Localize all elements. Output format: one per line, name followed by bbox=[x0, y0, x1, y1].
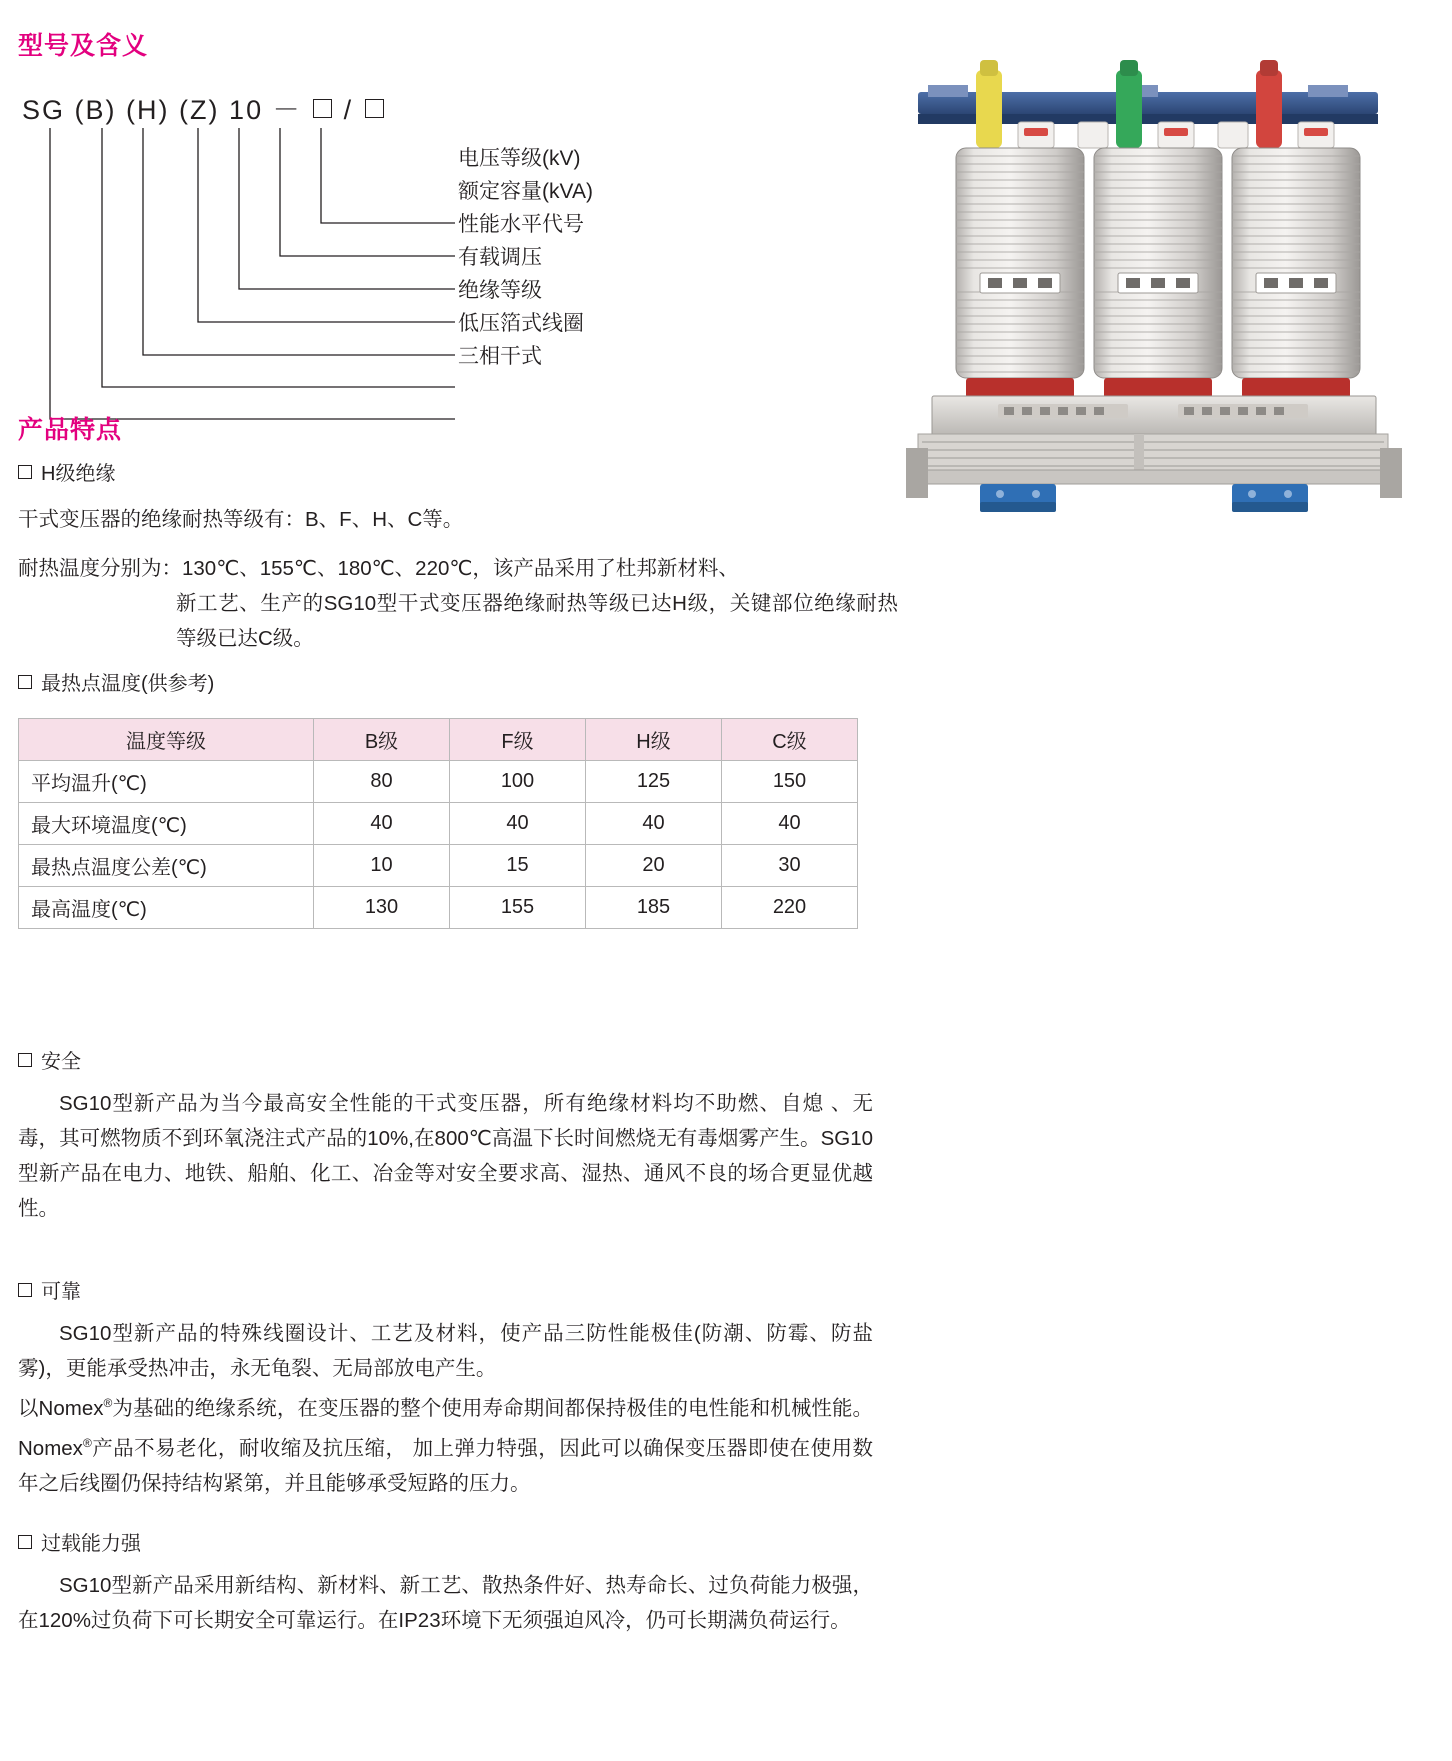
feature-title-overload bbox=[18, 1530, 873, 1558]
table-cell: 150 bbox=[722, 761, 858, 803]
product-photo bbox=[888, 30, 1418, 530]
model-label-on-load-tap: 有载调压 bbox=[458, 246, 542, 269]
feature-block-h-class bbox=[18, 460, 898, 656]
feature-paragraph-h-2a: 耐热温度分别为：130℃、155℃、180℃、220℃，该产品采用了杜邦新材料、 bbox=[18, 557, 739, 580]
model-label-foil-winding: 低压箔式线圈 bbox=[458, 312, 584, 335]
table-cell: 155 bbox=[450, 887, 586, 929]
feature-body-reliable-2b: 为基础的绝缘系统，在变压器的整个使用寿命期间都保持极佳的电性能和机械性能。Nomex bbox=[18, 1396, 874, 1460]
feature-title-text: H级绝缘 bbox=[41, 463, 116, 485]
feature-title-text: 最热点温度(供参考) bbox=[41, 673, 215, 695]
feature-body-reliable-2 bbox=[18, 1386, 873, 1501]
table-cell: 220 bbox=[722, 887, 858, 929]
feature-title-hotspot bbox=[18, 670, 898, 698]
table-cell: 185 bbox=[586, 887, 722, 929]
feature-title-text: 可靠 bbox=[41, 1281, 81, 1303]
feature-block-safety bbox=[18, 1048, 873, 1226]
registered-mark: ® bbox=[82, 1435, 92, 1450]
feature-block-reliable bbox=[18, 1278, 873, 1501]
bullet-square-icon bbox=[18, 1283, 32, 1297]
model-part-4: 10 bbox=[229, 95, 264, 125]
feature-title-reliable bbox=[18, 1278, 873, 1306]
table-row-label: 最高温度(℃) bbox=[19, 887, 314, 929]
model-label-capacity: 额定容量(kVA) bbox=[458, 180, 593, 203]
feature-body-overload: SG10型新产品采用新结构、新材料、新工艺、散热条件好、热寿命长、过负荷能力极强，在120%过负荷下可长期安全可靠运行。在IP23环境下无须强迫风冷，仍可长期满负荷运行。 bbox=[18, 1574, 873, 1632]
feature-body-reliable-2a: 以Nomex bbox=[18, 1396, 104, 1420]
feature-paragraph-h-2b: 新工艺、生产的SG10型干式变压器绝缘耐热等级已达H级，关键部位绝缘耐热等级已达C级。 bbox=[176, 592, 898, 650]
table-row bbox=[19, 845, 858, 887]
table-cell: 125 bbox=[586, 761, 722, 803]
feature-title-h-class bbox=[18, 460, 898, 488]
table-cell: 15 bbox=[450, 845, 586, 887]
table-header-cell: F级 bbox=[450, 719, 586, 761]
bullet-square-icon bbox=[18, 1053, 32, 1067]
table-row-label: 最大环境温度(℃) bbox=[19, 803, 314, 845]
model-part-3: (Z) bbox=[179, 95, 220, 125]
table-cell: 30 bbox=[722, 845, 858, 887]
table-header-cell: B级 bbox=[314, 719, 450, 761]
registered-mark: ® bbox=[103, 1396, 113, 1410]
model-label-list bbox=[458, 142, 593, 373]
model-part-7: / bbox=[343, 95, 354, 125]
feature-body-reliable-1: SG10型新产品的特殊线圈设计、工艺及材料，使产品三防性能极佳(防潮、防霉、防盐雾)，更能承受热冲击，永无龟裂、无局部放电产生。 bbox=[18, 1322, 873, 1380]
table-cell: 40 bbox=[722, 803, 858, 845]
feature-body-reliable-2c: 产品不易老化，耐收缩及抗压缩， 加上弹力特强，因此可以确保变压器即使在使用数年之后线圈仍保持结构紧第，并且能够承受短路的压力。 bbox=[18, 1436, 873, 1495]
bullet-square-icon bbox=[18, 1535, 32, 1549]
table-header-cell: C级 bbox=[722, 719, 858, 761]
table-row bbox=[19, 761, 858, 803]
table-header-cell: H级 bbox=[586, 719, 722, 761]
feature-block-overload bbox=[18, 1530, 873, 1638]
table-row bbox=[19, 887, 858, 929]
table-row bbox=[19, 803, 858, 845]
model-part-0: SG bbox=[22, 95, 66, 125]
feature-paragraph-h-2 bbox=[18, 551, 898, 656]
table-cell: 10 bbox=[314, 845, 450, 887]
section-heading-features: 产品特点 bbox=[18, 416, 123, 444]
feature-body-safety: SG10型新产品为当今最高安全性能的干式变压器，所有绝缘材料均不助燃、自熄 、无毒，其可燃物质不到环氧浇注式产品的10%,在800℃高温下长时间燃烧无有毒烟雾产生。SG10型新产品在电力、地铁、船舶、化工、冶金等对安全要求高、湿热、通风不良的场合更显优越性。 bbox=[18, 1092, 873, 1220]
temperature-table bbox=[18, 718, 858, 929]
table-cell: 80 bbox=[314, 761, 450, 803]
bullet-square-icon bbox=[18, 465, 32, 479]
model-part-1: (B) bbox=[74, 95, 117, 125]
model-part-5: － bbox=[272, 95, 302, 125]
table-row-label: 最热点温度公差(℃) bbox=[19, 845, 314, 887]
table-header-cell: 温度等级 bbox=[19, 719, 314, 761]
feature-title-safety bbox=[18, 1048, 873, 1076]
table-row-label: 平均温升(℃) bbox=[19, 761, 314, 803]
table-cell: 100 bbox=[450, 761, 586, 803]
model-part-2: (H) bbox=[126, 95, 170, 125]
feature-title-text: 安全 bbox=[41, 1051, 81, 1073]
table-cell: 40 bbox=[586, 803, 722, 845]
model-label-three-phase-dry: 三相干式 bbox=[458, 345, 542, 368]
model-label-voltage: 电压等级(kV) bbox=[458, 147, 581, 170]
model-label-performance: 性能水平代号 bbox=[458, 213, 584, 236]
section-heading-model: 型号及含义 bbox=[18, 32, 149, 60]
table-cell: 40 bbox=[314, 803, 450, 845]
table-cell: 130 bbox=[314, 887, 450, 929]
bullet-square-icon bbox=[18, 675, 32, 689]
transformer-illustration bbox=[888, 30, 1418, 530]
feature-title-text: 过载能力强 bbox=[41, 1533, 141, 1555]
model-code-diagram bbox=[18, 80, 718, 390]
leader-lines bbox=[18, 80, 718, 390]
feature-paragraph-h-1: 干式变压器的绝缘耐热等级有：B、F、H、C等。 bbox=[18, 508, 464, 531]
feature-block-hotspot bbox=[18, 670, 898, 698]
table-header-row bbox=[19, 719, 858, 761]
model-label-insulation: 绝缘等级 bbox=[458, 279, 542, 302]
table-cell: 20 bbox=[586, 845, 722, 887]
table-cell: 40 bbox=[450, 803, 586, 845]
